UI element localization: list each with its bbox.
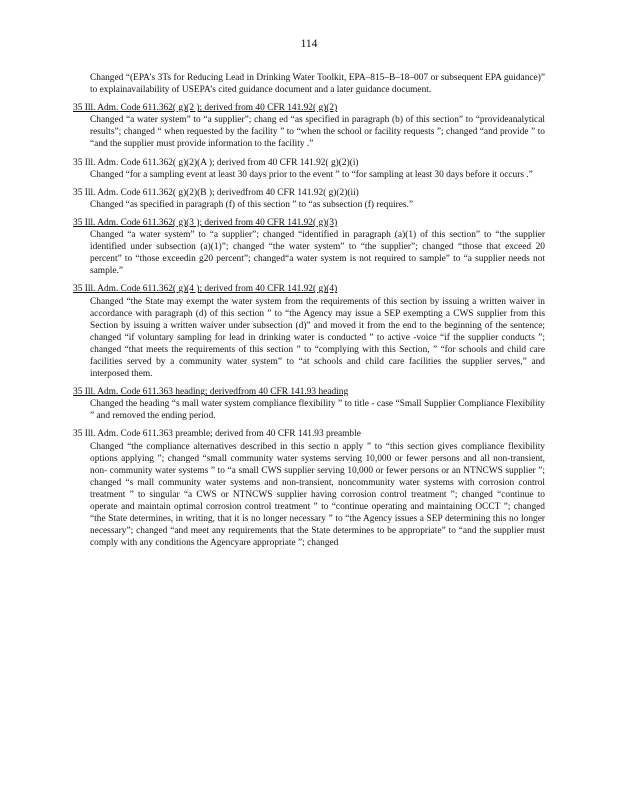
entry-611-363-heading [73, 386, 545, 422]
entry-611-363-preamble [73, 428, 545, 549]
entry-heading: 35 Ill. Adm. Code 611.362( g)(2)(B ); derivedfrom 40 CFR 141.92( g)(2)(ii) [73, 187, 359, 198]
entry-heading: 35 Ill. Adm. Code 611.363 preamble; derived from 40 CFR 141.93 preamble [73, 429, 361, 440]
entry-heading: 35 Ill. Adm. Code 611.362( g)(3 ); derived from 40 CFR 141.92( g)(3) [73, 217, 338, 228]
entry-body: Changed “for a sampling event at least 30 days prior to the event ” to “for sampling at least 30 days before it occurs .” [90, 169, 533, 180]
entry-611-362-g-2-a [73, 157, 545, 181]
page-number: 114 [300, 38, 318, 50]
entry-heading: 35 Ill. Adm. Code 611.362( g)(2 ); derived from 40 CFR 141.92( g)(2) [73, 103, 338, 114]
page-content [73, 72, 545, 555]
intro-entry [73, 72, 545, 96]
entry-body: Changed “a water system” to “a supplier”; changed “identified in paragraph (a)(1) of this section” to “the supplier identified under subsection (a)(1)”; changed “the water system” to “the supplier”; changed “those that exceed 20 percent” to “those exceedin g20 percent”; changed“a water system is not required to sample” to “a supplier needs not sample.” [90, 230, 545, 277]
entry-heading: 35 Ill. Adm. Code 611.362( g)(4 ); derived from 40 CFR 141.92( g)(4) [73, 284, 338, 295]
entry-body: Changed the heading “s mall water system compliance flexibility ” to title - case “Small Supplier Compliance Flexibility ” and removed the ending period. [90, 399, 545, 422]
entry-heading: 35 Ill. Adm. Code 611.363 heading; derivedfrom 40 CFR 141.93 heading [73, 387, 349, 398]
intro-paragraph: Changed “(EPA’s 3Ts for Reducing Lead in Drinking Water Toolkit, EPA–815–B–18–007 or subsequent EPA guidance)” to explainavailability of USEPA’s cited guidance document and a later guidance document. [90, 73, 545, 96]
entry-body: Changed “the compliance alternatives described in this sectio n apply ” to “this section gives compliance flexibility options applying ”; changed “small community water systems serving 10,000 or fewer persons and all non-transient, non- community water systems ” to “a small CWS supplier serving 10,000 or fewer persons or an NTNCWS supplier ”; changed “s mall community water systems and non-transient, noncommunity water systems with corrosion control treatment ” to singular “a CWS or NTNCWS supplier having corrosion control treatment ”; changed “continue to operate and maintain optimal corrosion control treatment ” to “continue operating and maintaining OCCT ”; changed “the State determines, in writing, that it is no longer necessary ” to “the Agency issues a SEP determining this no longer necessary”; changed “and meet any requirements that the State determines to be appropriate” to “and the supplier must comply with any conditions the Agencyare appropriate ”; changed [90, 441, 545, 549]
entry-body: Changed “a water system” to “a supplier”; chang ed “as specified in paragraph (b) of this section” to “provideanalytical results”; changed “ when requested by the facility ” to “when the school or facility requests ”; changed “and provide ” to “and the supplier must provide information to the facility .” [90, 115, 545, 150]
entry-heading: 35 Ill. Adm. Code 611.362( g)(2)(A ); derived from 40 CFR 141.92( g)(2)(i) [73, 157, 359, 168]
entry-611-362-g-2 [73, 102, 545, 150]
entry-611-362-g-4 [73, 283, 545, 380]
entry-611-362-g-3 [73, 217, 545, 277]
entry-611-362-g-2-b [73, 187, 545, 211]
entry-body: Changed “the State may exempt the water system from the requirements of this section by issuing a written waiver in accordance with paragraph (d) of this section ” to “the Agency may issue a SEP exempting a CWS supplier from this Section by issuing a written waiver under subsection (d)” and moved it from the end to the beginning of the sentence; changed “if voluntary sampling for lead in drinking water is conducted ” to active -voice “if the supplier conducts ”; changed “that meets the requirements of this section ” to “complying with this Section, ” “for schools and child care facilities served by a community water system” to “at schools and child care facilities the supplier serves,” and interposed them. [90, 296, 545, 380]
entry-body: Changed “as specified in paragraph (f) of this section ” to “as subsection (f) requires.” [90, 199, 414, 210]
